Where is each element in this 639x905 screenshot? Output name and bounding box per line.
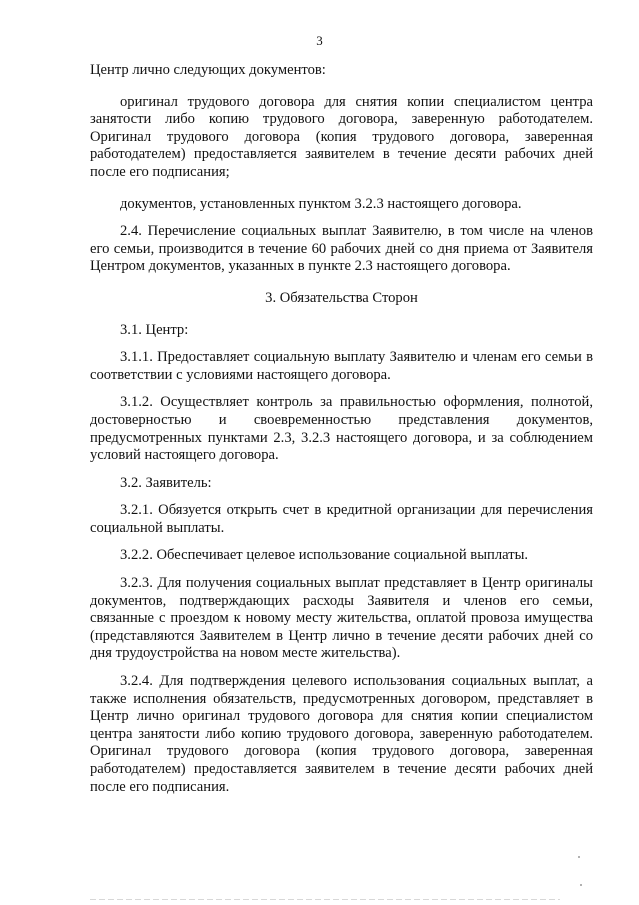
paragraph-3-1: 3.1. Центр: xyxy=(120,321,189,338)
paragraph-documents-ref: документов, установленных пунктом 3.2.3 настоящего договора. xyxy=(120,195,522,212)
paragraph-3-2-3: 3.2.3. Для получения социальных выплат представляет в Центр оригиналы документов, подтверждающих расходы Заявителя и членов его семьи, связанные с проездом к новому месту жительства, оплатой провоза имущества (представляются Заявителем в Центр лично в течение десяти рабочих дней со дня трудоустройства на новом месте жительства). xyxy=(90,575,593,662)
scan-speck xyxy=(580,884,582,886)
page-number: 3 xyxy=(316,33,323,48)
paragraph-3-2-4: 3.2.4. Для подтверждения целевого использования социальных выплат, а также исполнения обязательств, предусмотренных договором, представляет в Центр лично оригинал трудового договора для снятия копии специалистом центра занятости либо копию трудового договора, заверенную работодателем. Оригинал трудового договора (копия трудового договора, заверенная работодателем) предоставляется заявителем в течение десяти рабочих дней после его подписания. xyxy=(90,673,593,795)
paragraph-3-2: 3.2. Заявитель: xyxy=(120,474,212,491)
paragraph-original-contract: оригинал трудового договора для снятия копии специалистом центра занятости либо копию трудового договора, заверенную работодателем. Оригинал трудового договора (копия трудового договора, заверенная работодателем) предоставляется заявителем в течение десяти рабочих дней после его подписания; xyxy=(90,93,593,180)
document-body xyxy=(90,62,593,796)
paragraph-2-4: 2.4. Перечисление социальных выплат Заявителю, в том числе на членов его семьи, производится в течение 60 рабочих дней со дня приема от Заявителя Центром документов, указанных в пункте 2.3 настоящего договора. xyxy=(90,223,593,275)
paragraph-continuation: Центр лично следующих документов: xyxy=(90,62,326,78)
paragraph-3-1-1: 3.1.1. Предоставляет социальную выплату Заявителю и членам его семьи в соответствии с условиями настоящего договора. xyxy=(90,349,593,383)
scan-artifact-line xyxy=(90,899,560,900)
paragraph-3-2-2: 3.2.2. Обеспечивает целевое использование социальной выплаты. xyxy=(120,547,529,564)
scan-speck xyxy=(578,856,580,858)
section-heading: 3. Обязательства Сторон xyxy=(265,289,418,306)
paragraph-3-1-2: 3.1.2. Осуществляет контроль за правильностью оформления, полнотой, достоверностью и своевременностью представления документов, предусмотренных пунктами 2.3, 3.2.3 настоящего договора, и за соблюдением условий настоящего договора. xyxy=(90,394,593,464)
paragraph-3-2-1: 3.2.1. Обязуется открыть счет в кредитной организации для перечисления социальной выплаты. xyxy=(90,502,593,536)
